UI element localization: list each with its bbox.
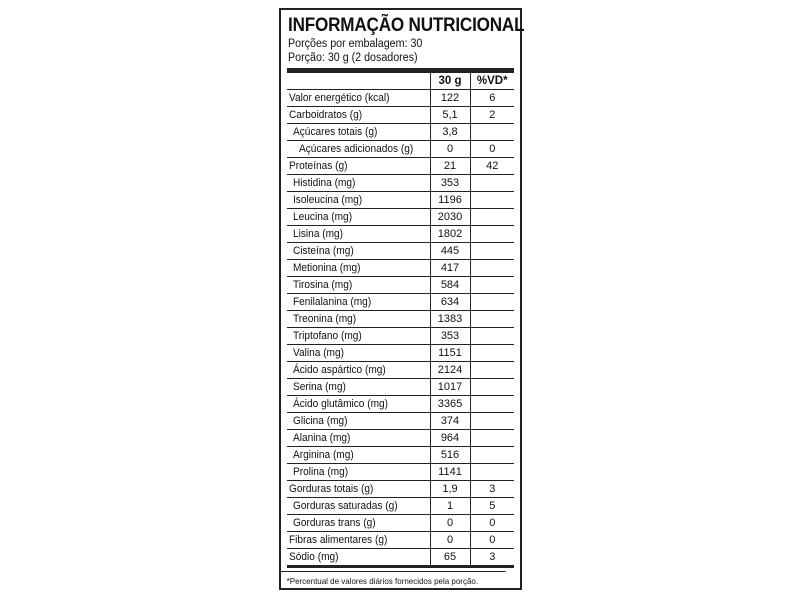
nutrient-row	[287, 515, 514, 532]
nutrient-name	[287, 311, 430, 328]
nutrient-name-text: Treonina (mg)	[293, 312, 357, 325]
nutrient-amount: 2030	[430, 209, 470, 226]
nutrient-name	[287, 277, 430, 294]
nutrient-name-text: Triptofano (mg)	[293, 329, 362, 342]
header-amount: 30 g	[430, 73, 470, 90]
nutrient-name	[287, 209, 430, 226]
nutrient-row	[287, 532, 514, 549]
nutrient-amount: 353	[430, 175, 470, 192]
nutrient-amount: 374	[430, 413, 470, 430]
nutrient-name	[287, 413, 430, 430]
nutrient-dv	[470, 447, 514, 464]
nutrient-dv	[470, 345, 514, 362]
nutrient-name	[287, 464, 430, 481]
nutrient-dv: 3	[470, 481, 514, 498]
nutrient-name-text: Valina (mg)	[293, 346, 345, 359]
nutrient-row	[287, 498, 514, 515]
nutrient-name-text: Alanina (mg)	[293, 431, 351, 444]
nutrient-amount: 634	[430, 294, 470, 311]
nutrient-name	[287, 107, 430, 124]
nutrient-name-text: Isoleucina (mg)	[293, 193, 363, 206]
nutrient-dv: 42	[470, 158, 514, 175]
nutrient-name	[287, 175, 430, 192]
nutrient-amount: 122	[430, 90, 470, 107]
nutrient-name	[287, 447, 430, 464]
nutrient-row	[287, 158, 514, 175]
nutrient-name	[287, 294, 430, 311]
nutrient-name	[287, 192, 430, 209]
nutrient-name-text: Tirosina (mg)	[293, 278, 353, 291]
nutrient-row	[287, 447, 514, 464]
nutrient-dv: 3	[470, 549, 514, 567]
nutrient-dv	[470, 464, 514, 481]
nutrient-row	[287, 396, 514, 413]
nutrient-name	[287, 481, 430, 498]
nutrient-dv: 0	[470, 515, 514, 532]
nutrient-amount: 21	[430, 158, 470, 175]
nutrient-name	[287, 362, 430, 379]
nutrient-amount: 2124	[430, 362, 470, 379]
nutrient-amount: 584	[430, 277, 470, 294]
nutrient-dv	[470, 175, 514, 192]
nutrient-dv	[470, 260, 514, 277]
nutrient-name	[287, 158, 430, 175]
nutrient-name-text: Cisteína (mg)	[293, 244, 354, 257]
nutrient-name-text: Histidina (mg)	[293, 176, 356, 189]
nutrient-name-text: Açúcares adicionados (g)	[299, 142, 414, 155]
nutrient-row	[287, 549, 514, 567]
nutrient-dv	[470, 192, 514, 209]
nutrient-name-text: Proteínas (g)	[289, 159, 348, 172]
nutrient-name-text: Valor energético (kcal)	[289, 91, 390, 104]
footnote: *Percentual de valores diários fornecidos pela porção.	[281, 571, 506, 587]
nutrient-amount: 3365	[430, 396, 470, 413]
nutrient-name-text: Sódio (mg)	[289, 550, 339, 563]
nutrient-amount: 1802	[430, 226, 470, 243]
nutrient-name	[287, 396, 430, 413]
nutrient-amount: 65	[430, 549, 470, 567]
nutrient-name	[287, 328, 430, 345]
header-blank-cell	[287, 73, 430, 90]
nutrient-name-text: Lisina (mg)	[293, 227, 344, 240]
nutrient-dv	[470, 277, 514, 294]
nutrient-amount: 1,9	[430, 481, 470, 498]
nutrient-name	[287, 379, 430, 396]
nutrient-dv	[470, 379, 514, 396]
nutrient-name-text: Prolina (mg)	[293, 465, 349, 478]
nutrient-row	[287, 413, 514, 430]
nutrient-dv	[470, 311, 514, 328]
nutrient-name	[287, 260, 430, 277]
nutrient-dv	[470, 430, 514, 447]
nutrient-dv	[470, 396, 514, 413]
servings-per-package: Porções por embalagem: 30	[288, 38, 423, 50]
nutrient-name-text: Metionina (mg)	[293, 261, 361, 274]
nutrient-name-text: Gorduras totais (g)	[289, 482, 374, 495]
nutrient-row	[287, 141, 514, 158]
nutrient-dv: 2	[470, 107, 514, 124]
nutrient-dv	[470, 413, 514, 430]
nutrient-dv: 6	[470, 90, 514, 107]
nutrition-facts-label	[279, 8, 525, 590]
nutrient-dv: 0	[470, 532, 514, 549]
table-header-row	[287, 73, 514, 90]
nutrient-row	[287, 260, 514, 277]
nutrient-amount: 1141	[430, 464, 470, 481]
nutrient-name-text: Açúcares totais (g)	[293, 125, 378, 138]
nutrient-name-text: Gorduras trans (g)	[293, 516, 376, 529]
label-title: INFORMAÇÃO NUTRICIONAL	[288, 15, 525, 36]
nutrient-name-text: Gorduras saturadas (g)	[293, 499, 398, 512]
nutrient-dv: 0	[470, 141, 514, 158]
nutrient-name	[287, 430, 430, 447]
nutrient-amount: 353	[430, 328, 470, 345]
nutrient-name	[287, 124, 430, 141]
nutrient-dv	[470, 362, 514, 379]
nutrient-name-text: Fenilalanina (mg)	[293, 295, 372, 308]
nutrient-row	[287, 226, 514, 243]
nutrient-row	[287, 311, 514, 328]
nutrient-row	[287, 175, 514, 192]
nutrient-row	[287, 464, 514, 481]
nutrient-name	[287, 90, 430, 107]
nutrient-dv	[470, 294, 514, 311]
nutrient-row	[287, 362, 514, 379]
nutrient-name-text: Arginina (mg)	[293, 448, 354, 461]
nutrient-amount: 0	[430, 141, 470, 158]
nutrition-table	[287, 73, 514, 568]
nutrient-amount: 1196	[430, 192, 470, 209]
nutrient-row	[287, 277, 514, 294]
nutrient-name	[287, 532, 430, 549]
nutrient-row	[287, 430, 514, 447]
nutrient-name	[287, 243, 430, 260]
nutrient-row	[287, 294, 514, 311]
serving-size: Porção: 30 g (2 dosadores)	[288, 52, 418, 64]
nutrient-row	[287, 209, 514, 226]
nutrient-row	[287, 124, 514, 141]
nutrient-name	[287, 549, 430, 567]
nutrient-amount: 5,1	[430, 107, 470, 124]
nutrient-amount: 0	[430, 532, 470, 549]
nutrient-dv: 5	[470, 498, 514, 515]
nutrient-amount: 1017	[430, 379, 470, 396]
nutrient-rows	[287, 90, 514, 567]
nutrient-dv	[470, 209, 514, 226]
nutrient-amount: 0	[430, 515, 470, 532]
nutrient-name	[287, 345, 430, 362]
nutrient-name-text: Ácido aspártico (mg)	[293, 363, 386, 376]
nutrient-name-text: Serina (mg)	[293, 380, 346, 393]
nutrient-row	[287, 379, 514, 396]
nutrient-name-text: Leucina (mg)	[293, 210, 353, 223]
nutrient-row	[287, 192, 514, 209]
header-dv: %VD*	[470, 73, 514, 90]
nutrient-row	[287, 345, 514, 362]
nutrient-name	[287, 226, 430, 243]
nutrient-name-text: Glicina (mg)	[293, 414, 348, 427]
nutrient-amount: 1	[430, 498, 470, 515]
nutrient-name	[287, 515, 430, 532]
nutrient-amount: 516	[430, 447, 470, 464]
nutrient-row	[287, 481, 514, 498]
nutrient-row	[287, 243, 514, 260]
nutrient-dv	[470, 124, 514, 141]
nutrient-amount: 3,8	[430, 124, 470, 141]
nutrient-amount: 964	[430, 430, 470, 447]
nutrient-dv	[470, 226, 514, 243]
nutrient-row	[287, 107, 514, 124]
nutrient-amount: 1151	[430, 345, 470, 362]
nutrient-name-text: Carboidratos (g)	[289, 108, 363, 121]
nutrient-row	[287, 328, 514, 345]
nutrient-name	[287, 498, 430, 515]
nutrient-amount: 417	[430, 260, 470, 277]
nutrient-amount: 445	[430, 243, 470, 260]
nutrient-name-text: Ácido glutâmico (mg)	[293, 397, 389, 410]
nutrient-dv	[470, 243, 514, 260]
nutrient-dv	[470, 328, 514, 345]
nutrient-amount: 1383	[430, 311, 470, 328]
nutrient-name	[287, 141, 430, 158]
nutrient-name-text: Fibras alimentares (g)	[289, 533, 388, 546]
nutrient-row	[287, 90, 514, 107]
